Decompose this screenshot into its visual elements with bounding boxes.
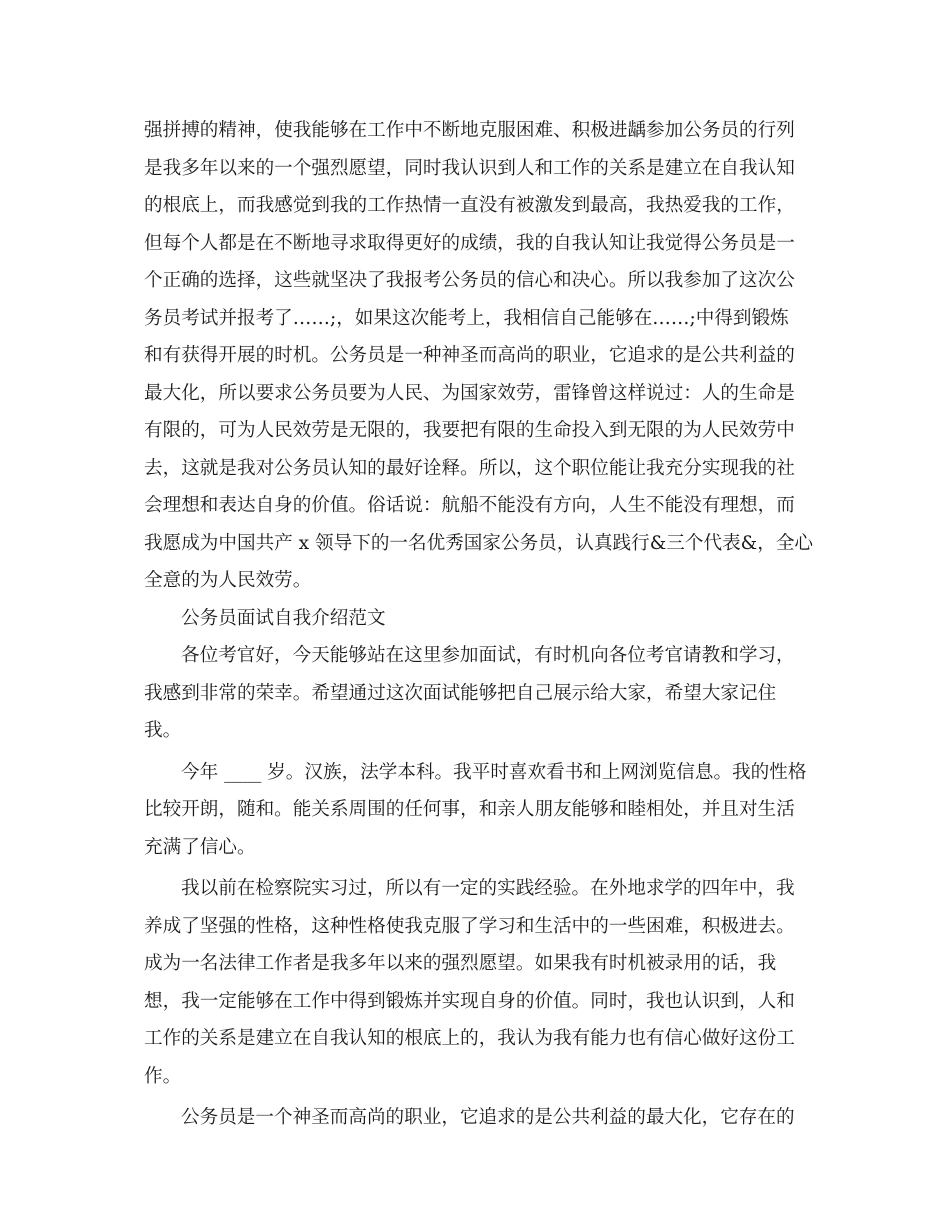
text-line: 最大化，所以要求公务员要为人民、为国家效劳，雷锋曾这样说过：人的生命是 — [144, 382, 795, 404]
text-line: 成为一名法律工作者是我多年以来的强烈愿望。如果我有时机被录用的话，我 — [144, 953, 777, 974]
text-line: 的根底上，而我感觉到我的工作热情一直没有被激发到最高，我热爱我的工作， — [144, 195, 795, 216]
text-line: 养成了坚强的性格，这种性格使我克服了学习和生活中的一些困难，积极进去。 — [144, 915, 795, 937]
text-line: 我感到非常的荣幸。希望通过这次面试能够把自己展示给大家，希望大家记住 — [144, 682, 777, 704]
text-line: 我以前在检察院实习过，所以有一定的实践经验。在外地求学的四年中，我 — [181, 878, 795, 899]
text-line: 是我多年以来的一个强烈愿望，同时我认识到人和工作的关系是建立在自我认知 — [144, 157, 795, 179]
text-line: 我。 — [144, 720, 182, 741]
paragraph-experience — [144, 870, 814, 1095]
paragraph-continuation — [144, 112, 814, 600]
text-line: 充满了信心。 — [144, 836, 256, 858]
text-line: 和有获得开展的时机。公务员是一种神圣而高尚的职业，它追求的是公共利益的 — [144, 345, 795, 366]
text-line: 今年 ____ 岁。汉族，法学本科。我平时喜欢看书和上网浏览信息。我的性格 — [181, 761, 807, 783]
text-line: 但每个人都是在不断地寻求取得更好的成绩，我的自我认知让我觉得公务员是一 — [144, 232, 795, 254]
text-line: 我愿成为中国共产 x 领导下的一名优秀国家公务员，认真践行&三个代表&，全心 — [144, 532, 814, 554]
text-line: 全意的为人民效劳。 — [144, 570, 312, 591]
section-heading: 公务员面试自我介绍范文 — [181, 607, 386, 629]
text-line: 会理想和表达自身的价值。俗话说：航船不能没有方向，人生不能没有理想，而 — [144, 495, 795, 516]
text-line: 有限的，可为人民效劳是无限的，我要把有限的生命投入到无限的为人民效劳中 — [144, 420, 795, 441]
document-body — [144, 112, 814, 1137]
text-line: 工作的关系是建立在自我认知的根底上的，我认为我有能力也有信心做好这份工 — [144, 1028, 795, 1049]
text-line: 强拼搏的精神，使我能够在工作中不断地克服困难、积极进龋参加公务员的行列 — [144, 120, 795, 141]
paragraph-personal-info — [144, 754, 814, 867]
text-line: 比较开朗，随和。能关系周围的任何事，和亲人朋友能够和睦相处，并且对生活 — [144, 799, 795, 820]
text-line: 各位考官好，今天能够站在这里参加面试，有时机向各位考官请教和学习， — [181, 645, 795, 666]
text-line: 个正确的选择，这些就坚决了我报考公务员的信心和决心。所以我参加了这次公 — [144, 270, 795, 291]
text-line: 务员考试并报考了……;，如果这次能考上，我相信自己能够在……;中得到锻炼 — [144, 307, 789, 329]
text-line: 想，我一定能够在工作中得到锻炼并实现自身的价值。同时，我也认识到，人和 — [144, 990, 795, 1012]
text-line: 去，这就是我对公务员认知的最好诠释。所以，这个职位能让我充分实现我的社 — [144, 457, 795, 479]
text-line: 作。 — [144, 1065, 182, 1087]
paragraph-greeting — [144, 637, 814, 750]
paragraph-civil-servant — [144, 1099, 814, 1137]
text-line: 公务员是一个神圣而高尚的职业，它追求的是公共利益的最大化，它存在的 — [181, 1107, 795, 1128]
